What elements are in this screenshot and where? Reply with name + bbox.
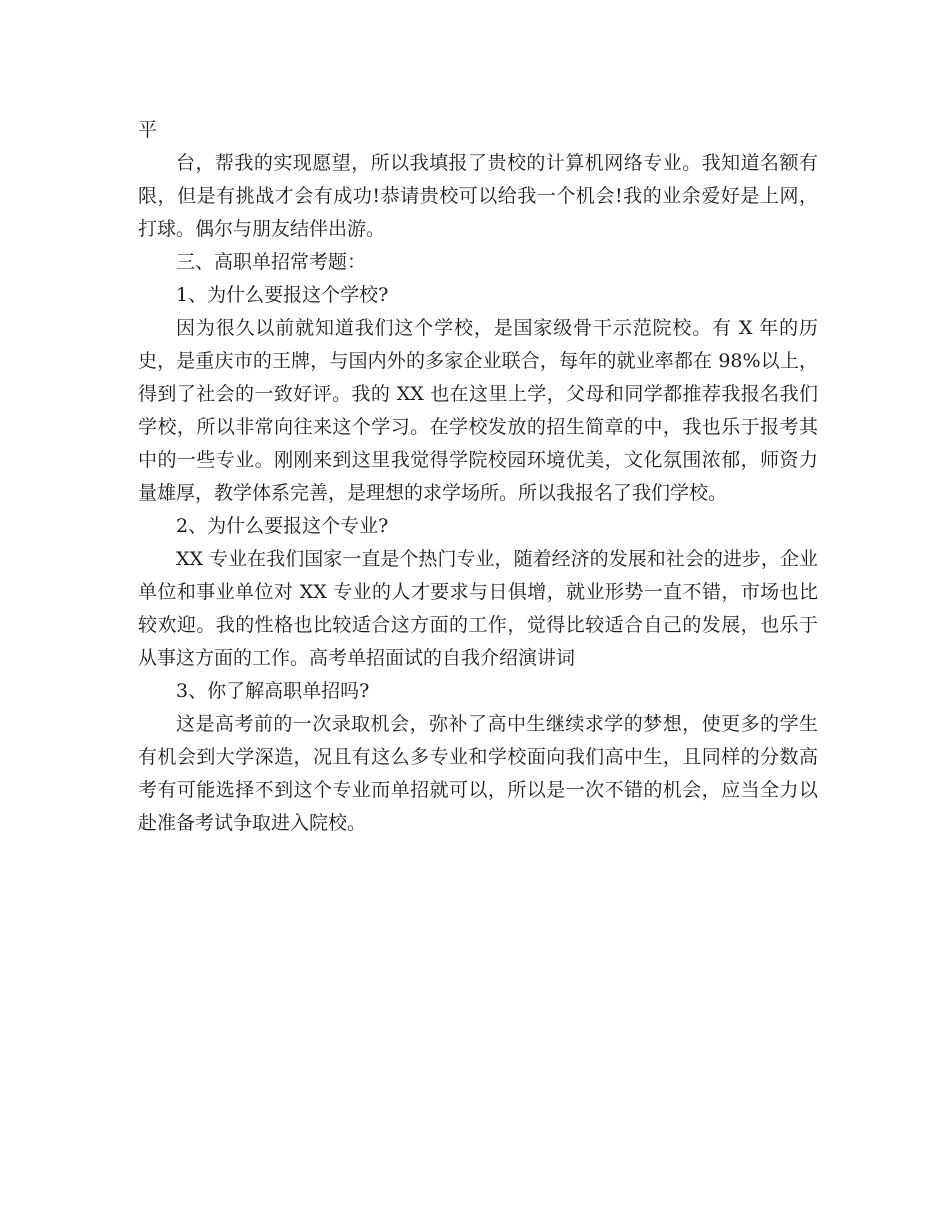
question-1: 1、为什么要报这个学校? bbox=[176, 284, 389, 306]
question-3: 3、你了解高职单招吗? bbox=[176, 680, 370, 702]
answer-1: 因为很久以前就知道我们这个学校，是国家级骨干示范院校。有 X 年的历史，是重庆市的王牌，与国内外的多家企业联合，每年的就业率都在 98%以上，得到了社会的一致好评。我的 XX 也在这里上学，父母和同学都推荐我报名我们学校，所以非常向往来这个学习。在学校发放的招生简章的中，我也乐于报考其中的一些专业。刚刚来到这里我觉得学院校园环境优美，文化氛围浓郁，师资力量雄厚，教学体系完善，是理想的求学场所。所以我报名了我们学校。 bbox=[138, 317, 818, 504]
section-heading: 三、高职单招常考题： bbox=[176, 251, 367, 273]
answer-3: 这是高考前的一次录取机会，弥补了高中生继续求学的梦想，使更多的学生有机会到大学深造，况且有这么多专业和学校面向我们高中生，且同样的分数高考有可能选择不到这个专业而单招就可以，所以是一次不错的机会，应当全力以赴准备考试争取进入院校。 bbox=[138, 713, 818, 834]
document-body bbox=[138, 114, 818, 840]
question-2: 2、为什么要报这个专业? bbox=[176, 515, 389, 537]
answer-2: XX 专业在我们国家一直是个热门专业，随着经济的发展和社会的进步，企业单位和事业单位对 XX 专业的人才要求与日俱增，就业形势一直不错，市场也比较欢迎。我的性格也比较适合这方面的工作，觉得比较适合自己的发展，也乐于从事这方面的工作。高考单招面试的自我介绍演讲词 bbox=[138, 548, 818, 669]
paragraph-fragment: 平 bbox=[138, 119, 158, 141]
paragraph-intro-continued: 台，帮我的实现愿望，所以我填报了贵校的计算机网络专业。我知道名额有限，但是有挑战才会有成功!恭请贵校可以给我一个机会!我的业余爱好是上网，打球。偶尔与朋友结伴出游。 bbox=[138, 152, 818, 240]
